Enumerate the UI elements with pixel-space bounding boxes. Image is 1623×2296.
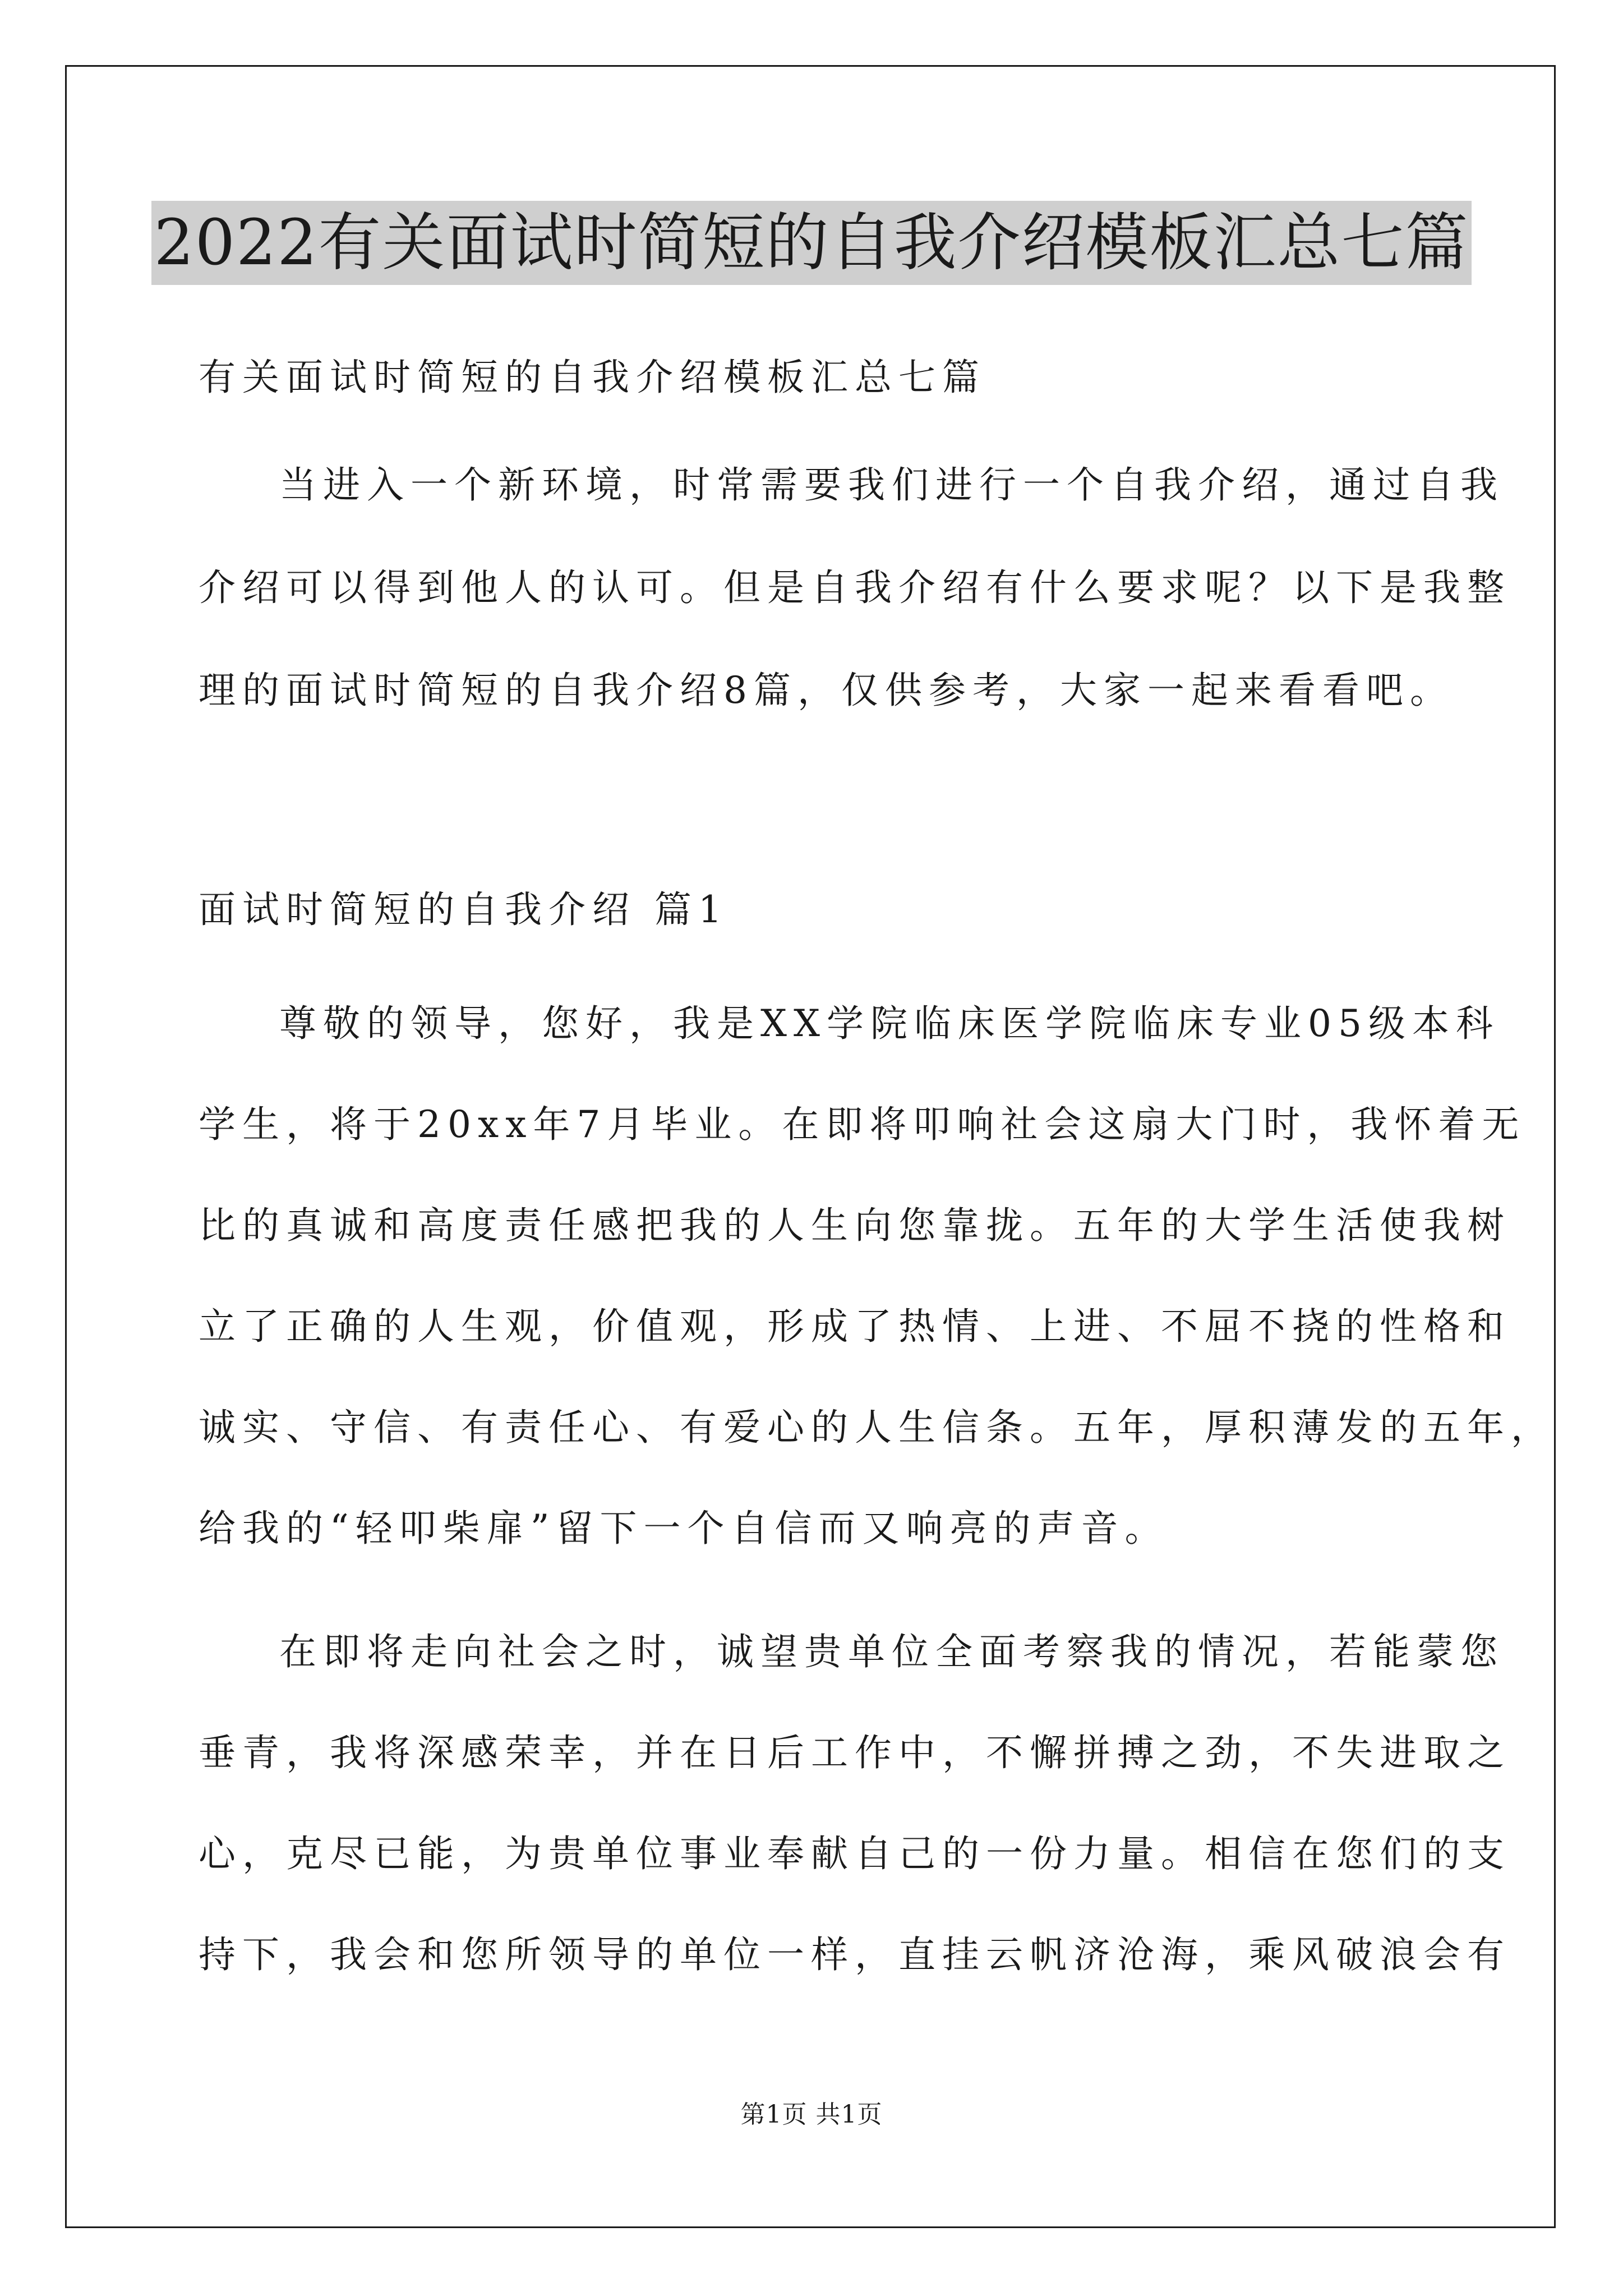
para1-line-6: 给我的“轻叩柴扉”留下一个自信而又响亮的声音。 xyxy=(199,1507,1169,1550)
section-heading: 面试时简短的自我介绍 篇1 xyxy=(199,888,728,931)
intro-line-3: 理的面试时简短的自我介绍8篇，仅供参考，大家一起来看看吧。 xyxy=(199,669,1454,712)
document-subtitle: 有关面试时简短的自我介绍模板汇总七篇 xyxy=(199,356,986,399)
page-footer: 第1页 共1页 xyxy=(740,2100,883,2129)
document-title: 2022有关面试时简短的自我介绍模板汇总七篇 xyxy=(151,201,1471,285)
intro-line-2: 介绍可以得到他人的认可。但是自我介绍有什么要求呢？以下是我整 xyxy=(199,566,1511,609)
para2-line-1: 在即将走向社会之时，诚望贵单位全面考察我的情况，若能蒙您 xyxy=(279,1630,1504,1673)
para2-line-4: 持下，我会和您所领导的单位一样，直挂云帆济沧海，乘风破浪会有 xyxy=(199,1933,1511,1976)
intro-line-1: 当进入一个新环境，时常需要我们进行一个自我介绍，通过自我 xyxy=(279,463,1504,507)
para1-line-4: 立了正确的人生观，价值观，形成了热情、上进、不屈不挠的性格和 xyxy=(199,1305,1511,1348)
para2-line-2: 垂青，我将深感荣幸，并在日后工作中，不懈拼搏之劲，不失进取之 xyxy=(199,1731,1511,1774)
para1-line-1: 尊敬的领导，您好，我是XX学院临床医学院临床专业05级本科 xyxy=(279,1002,1500,1045)
para1-line-3: 比的真诚和高度责任感把我的人生向您靠拢。五年的大学生活使我树 xyxy=(199,1204,1511,1247)
title-container xyxy=(0,201,1623,285)
para1-line-2: 学生，将于20xx年7月毕业。在即将叩响社会这扇大门时，我怀着无 xyxy=(199,1103,1526,1146)
para1-line-5: 诚实、守信、有责任心、有爱心的人生信条。五年，厚积薄发的五年， xyxy=(199,1406,1555,1449)
para2-line-3: 心，克尽已能，为贵单位事业奉献自己的一份力量。相信在您们的支 xyxy=(199,1832,1511,1875)
